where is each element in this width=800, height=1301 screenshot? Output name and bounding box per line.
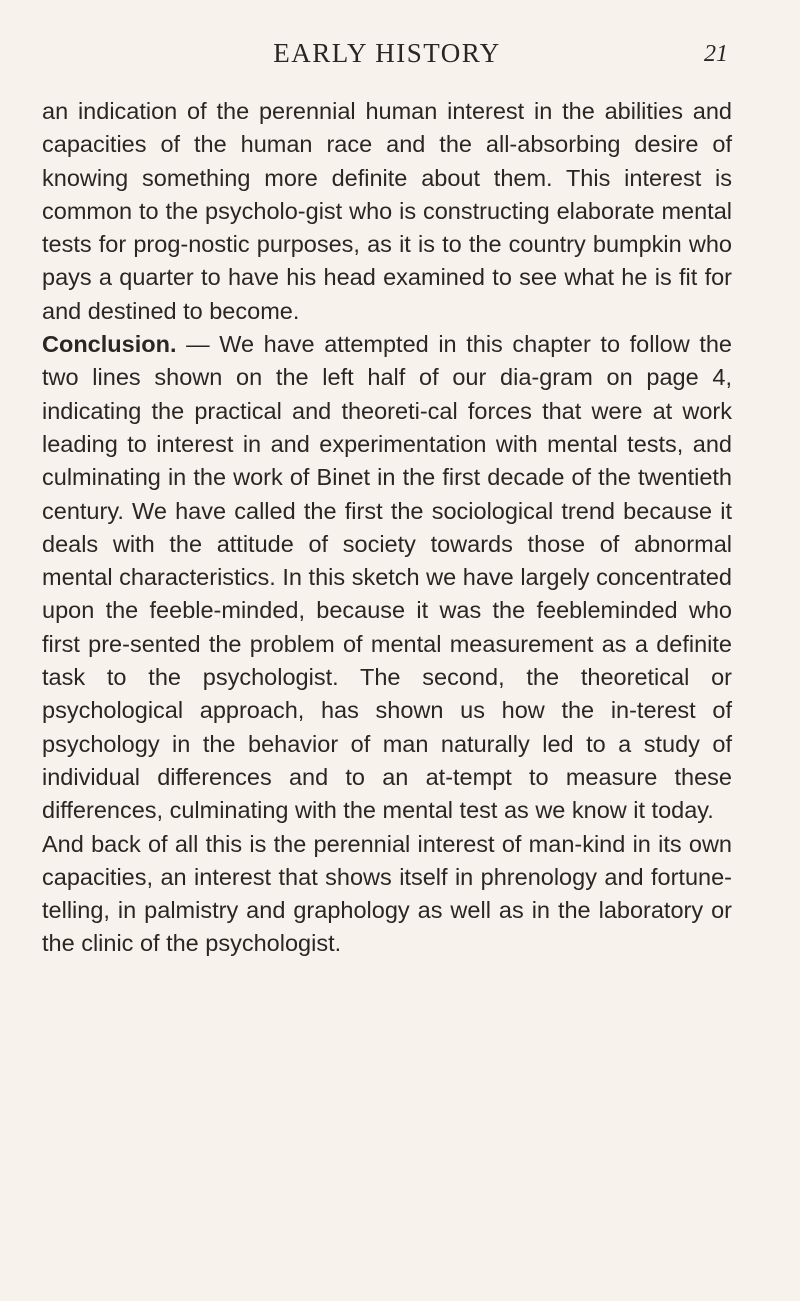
section-heading: Conclusion. <box>42 331 177 358</box>
page-number: 21 <box>704 41 728 67</box>
paragraph-text: — We have attempted in this chapter to follow the two lines shown on the left half of our dia-gram on page 4, indicating the practical and theoreti-cal forces that were at work leading to interest in and experimentation with mental tests, and culminating in the work of Binet in the first decade of the twentieth century. We have called the first the sociological trend because it deals with the attitude of society towards those of abnormal mental characteristics. In this sketch we have largely concentrated upon the feeble-minded, because it was the feebleminded who first pre-sented the problem of mental measurement as a definite task to the psychologist. The second, the theoretical or psychological approach, has shown us how the in-terest of psychology in the behavior of man naturally led to a study of individual differences and to an at-tempt to measure these differences, culminating with the mental test as we know it today. <box>42 331 732 824</box>
paragraph: And back of all this is the perennial interest of man-kind in its own capacities, an interest that shows itself in phrenology and fortune-telling, in palmistry and graphology as well as in the laboratory or the clinic of the psychologist. <box>42 830 732 957</box>
running-head <box>42 38 732 78</box>
paragraph: an indication of the perennial human interest in the abilities and capacities of the human race and the all-absorbing desire of knowing something more definite about them. This interest is common to the psycholo-gist who is constructing elaborate mental tests for prog-nostic purposes, as it is to the country bumpkin who pays a quarter to have his head examined to see what he is fit for and destined to become. <box>42 98 732 324</box>
running-head-title: EARLY HISTORY <box>273 38 501 68</box>
body-text <box>42 95 732 961</box>
paragraph <box>42 328 732 827</box>
